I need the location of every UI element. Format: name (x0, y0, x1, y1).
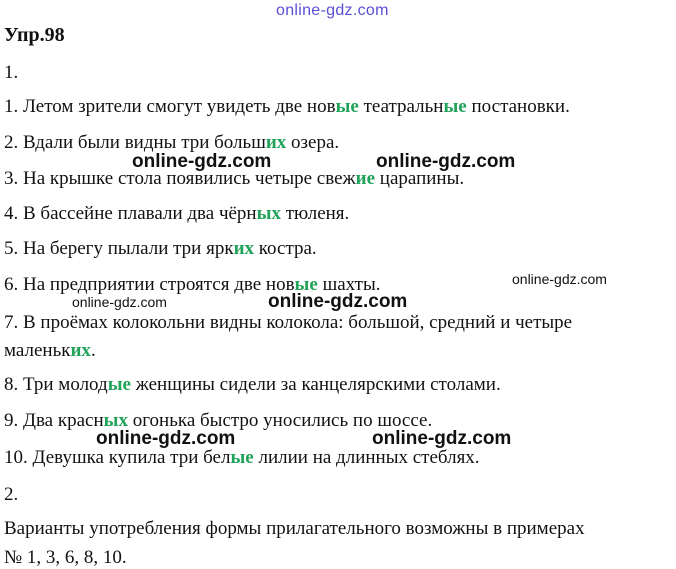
sentence-number: 2. (4, 132, 19, 153)
sentence-text: Два красн (18, 410, 104, 431)
watermark: online-gdz.com (268, 291, 408, 312)
adjective-ending: их (233, 238, 255, 259)
sentence-text: маленьк (4, 340, 71, 361)
adjective-ending: ые (107, 374, 131, 395)
sentence-7-continuation (4, 340, 96, 362)
sentence-text: тюленя. (280, 203, 350, 224)
sentence-text: шахты. (317, 274, 381, 295)
sentence-text: Девушка купила три бел (27, 447, 231, 468)
sentence-5 (4, 238, 317, 260)
sentence-text: женщины сидели за канцелярскими столами. (130, 374, 501, 395)
part-2-label: 2. (4, 484, 19, 505)
sentence-text: Летом зрители смогут увидеть две нов (18, 96, 336, 117)
sentence-1 (4, 96, 570, 118)
sentence-text: На предприятии строятся две нов (18, 274, 295, 295)
sentence-number: 4. (4, 203, 19, 224)
sentence-number: 3. (4, 168, 19, 189)
sentence-text: Вдали были видны три больш (18, 132, 266, 153)
sentence-text: Три молод (18, 374, 108, 395)
part-1-label: 1. (4, 62, 19, 83)
adjective-ending: ие (355, 168, 376, 189)
sentence-text: На берегу пылали три ярк (18, 238, 234, 259)
sentence-text: В бассейне плавали два чёрн (18, 203, 257, 224)
conclusion-line-2: № 1, 3, 6, 8, 10. (4, 547, 127, 568)
sentence-text: костра. (254, 238, 317, 259)
adjective-ending: ые (294, 274, 318, 295)
sentence-number: 7. (4, 312, 19, 333)
sentence-4 (4, 203, 349, 225)
sentence-text: . (90, 340, 96, 361)
sentence-8 (4, 374, 501, 396)
adjective-ending: ые (230, 447, 254, 468)
sentence-text: На крышке стола появились четыре свеж (18, 168, 356, 189)
watermark: online-gdz.com (132, 151, 272, 172)
sentence-number: 5. (4, 238, 19, 259)
sentence-text: озера. (286, 132, 340, 153)
watermark: online-gdz.com (512, 271, 607, 287)
adjective-ending: ые (443, 96, 467, 117)
adjective-ending: их (265, 132, 287, 153)
sentence-text: театральн (358, 96, 444, 117)
sentence-number: 9. (4, 410, 19, 431)
watermark: online-gdz.com (96, 428, 236, 449)
adjective-ending: ые (335, 96, 359, 117)
adjective-ending: ых (103, 410, 128, 431)
sentence-10 (4, 447, 480, 469)
sentence-text: лилии на длинных стеблях. (253, 447, 480, 468)
sentence-number: 8. (4, 374, 19, 395)
exercise-title: Упр.98 (4, 24, 65, 46)
sentence-7 (4, 312, 572, 334)
sentence-number: 10. (4, 447, 28, 468)
sentence-text: царапины. (375, 168, 465, 189)
adjective-ending: ых (256, 203, 281, 224)
watermark: online-gdz.com (72, 294, 167, 310)
adjective-ending: их (70, 340, 91, 361)
sentence-number: 1. (4, 96, 19, 117)
watermark: online-gdz.com (376, 151, 516, 172)
watermark: online-gdz.com (372, 428, 512, 449)
sentence-text: В проёмах колокольни видны колокола: большой, средний и четыре (18, 312, 573, 333)
conclusion-line-1: Варианты употребления формы прилагательного возможны в примерах (4, 518, 585, 539)
sentence-number: 6. (4, 274, 19, 295)
sentence-text: постановки. (466, 96, 570, 117)
sentence-text: огонька быстро уносились по шоссе. (127, 410, 433, 431)
header-watermark: online-gdz.com (276, 2, 389, 19)
